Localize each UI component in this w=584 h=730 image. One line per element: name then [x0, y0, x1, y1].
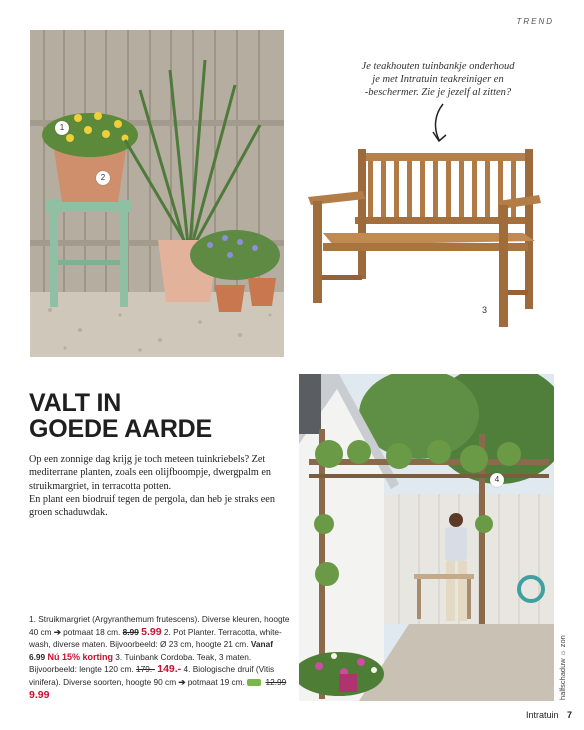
- quote-line: -beschermer. Zie je jezelf al zitten?: [364, 87, 512, 98]
- product-1-text: 1. Struikmargriet (Argyranthemum frutescens). Diverse kleuren, hoogte 40 cm: [29, 614, 290, 637]
- arrow-right-icon: ➔: [53, 626, 61, 637]
- marker-2: 2: [96, 171, 110, 185]
- product-4-old-price: 12.99: [265, 676, 287, 687]
- product-2-from-price: Vanaf 6.99: [29, 639, 273, 662]
- headline-line: VALT IN: [29, 389, 122, 417]
- bench-quote: [318, 60, 558, 99]
- section-tag: TREND: [516, 17, 554, 26]
- product-1-pot: potmaat 18 cm.: [63, 626, 121, 637]
- product-4-text: 4. Biologische druif (Vitis vinifera). Diverse soorten, hoogte 90 cm: [29, 664, 275, 687]
- intro-text: [29, 453, 291, 519]
- sun-shade-credit: halfschaduw ☼ zon: [558, 635, 567, 700]
- headline: [29, 390, 212, 442]
- product-2-discount: Nú 15% korting: [47, 651, 113, 662]
- quote-line: Je teakhouten tuinbankje onderhoud: [361, 61, 515, 72]
- product-3-new-price: 149.-: [157, 663, 182, 676]
- arrow-right-icon: ➔: [178, 676, 186, 687]
- headline-line: GOEDE AARDE: [29, 415, 213, 443]
- footer-brand: Intratuin: [525, 710, 559, 720]
- garden-plants-illustration: [30, 30, 284, 357]
- marker-1: 1: [55, 121, 69, 135]
- pergola-photo: [299, 374, 554, 701]
- marker-3: 3: [482, 305, 488, 315]
- curved-arrow-icon: [425, 102, 455, 147]
- bio-leaf-icon: [247, 679, 261, 686]
- product-list: [29, 613, 291, 701]
- product-4-pot: potmaat 19 cm.: [187, 676, 245, 687]
- page-footer: [526, 710, 572, 720]
- product-1-new-price: 5.99: [141, 625, 162, 638]
- pergola-illustration: [299, 374, 554, 701]
- product-4-new-price: 9.99: [29, 688, 50, 701]
- quote-line: je met Intratuin teakreiniger en: [372, 74, 504, 85]
- product-3-text: 3. Tuinbank Cordoba. Teak, 3 maten. Bijvoorbeeld: lengte 120 cm.: [29, 651, 252, 675]
- page-number: 7: [566, 710, 572, 720]
- intro-paragraph: En plant een biodruif tegen de pergola, dan heb je straks een groen schaduwdak.: [29, 493, 275, 519]
- garden-plants-photo: [30, 30, 284, 357]
- product-1-old-price: 8.99: [122, 626, 139, 637]
- product-2-text: 2. Pot Planter. Terracotta, white-wash, diverse maten. Bijvoorbeeld: Ø 23 cm, hoogte 21 cm.: [29, 626, 282, 650]
- product-3-old-price: 179.-: [136, 664, 155, 675]
- teak-bench-illustration: [303, 145, 543, 330]
- intro-paragraph: Op een zonnige dag krijg je toch meteen tuinkriebels? Zet mediterrane planten, zoals een olijfboompje, dwergpalm en struikmargriet, in terracotta potten.: [29, 454, 271, 492]
- marker-4: 4: [490, 473, 504, 487]
